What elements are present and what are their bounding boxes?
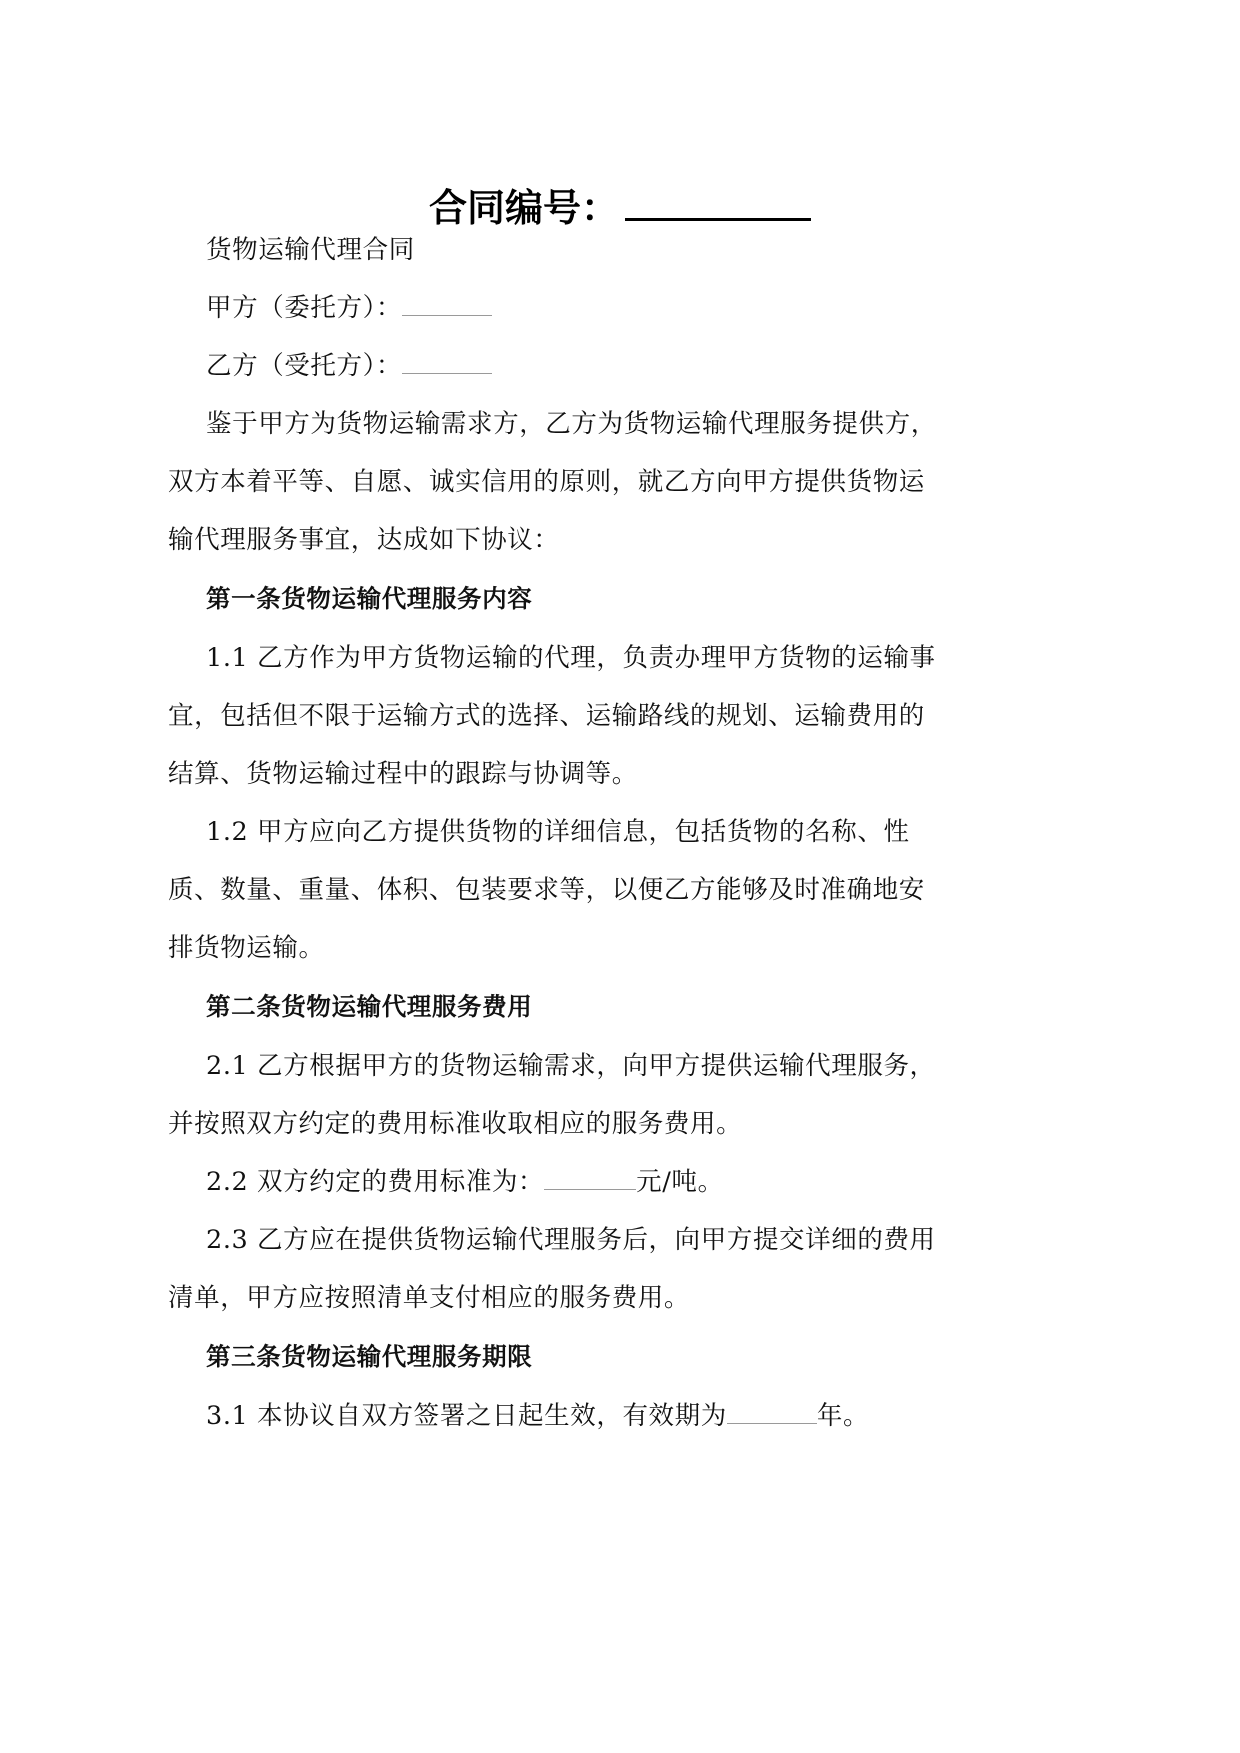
clause-1-2-line: 排货物运输。 <box>168 933 325 963</box>
party-a-line <box>206 291 986 325</box>
party-b-line <box>206 349 986 383</box>
party-b-label: 乙方（受托方）： <box>206 351 403 381</box>
contract-number-blank[interactable] <box>625 178 811 221</box>
clause-1-1-line: 宜，包括但不限于运输方式的选择、运输路线的规划、运输费用的 <box>168 701 925 731</box>
article-1-heading: 第一条货物运输代理服务内容 <box>206 584 533 613</box>
clause-3-1-line <box>206 1399 986 1433</box>
clause-2-2-prefix: 2.2 双方约定的费用标准为： <box>206 1167 545 1197</box>
preamble-line: 双方本着平等、自愿、诚实信用的原则，就乙方向甲方提供货物运 <box>168 467 925 497</box>
clause-1-1-line: 结算、货物运输过程中的跟踪与协调等。 <box>168 759 638 789</box>
contract-number-title <box>0 178 1240 236</box>
fee-rate-blank[interactable] <box>544 1165 636 1190</box>
clause-1-2-line: 1.2 甲方应向乙方提供货物的详细信息，包括货物的名称、性 <box>206 817 910 847</box>
party-a-label: 甲方（委托方）： <box>206 293 403 323</box>
preamble-line: 输代理服务事宜，达成如下协议： <box>168 525 560 555</box>
clause-3-1-prefix: 3.1 本协议自双方签署之日起生效，有效期为 <box>206 1401 727 1431</box>
party-a-blank[interactable] <box>402 291 492 316</box>
clause-1-2-line: 质、数量、重量、体积、包装要求等，以便乙方能够及时准确地安 <box>168 875 925 905</box>
article-3-heading: 第三条货物运输代理服务期限 <box>206 1342 533 1371</box>
clause-2-2-line <box>206 1165 986 1199</box>
party-b-blank[interactable] <box>402 349 492 374</box>
contract-number-label: 合同编号： <box>428 186 619 230</box>
clause-2-2-suffix: 元/吨。 <box>636 1167 724 1197</box>
article-2-heading: 第二条货物运输代理服务费用 <box>206 992 533 1021</box>
clause-2-3-line: 2.3 乙方应在提供货物运输代理服务后，向甲方提交详细的费用 <box>206 1225 936 1255</box>
clause-3-1-suffix: 年。 <box>816 1401 870 1431</box>
clause-1-1-line: 1.1 乙方作为甲方货物运输的代理，负责办理甲方货物的运输事 <box>206 643 936 673</box>
clause-2-1-line: 并按照双方约定的费用标准收取相应的服务费用。 <box>168 1109 743 1139</box>
clause-2-3-line: 清单，甲方应按照清单支付相应的服务费用。 <box>168 1283 691 1313</box>
preamble-line: 鉴于甲方为货物运输需求方，乙方为货物运输代理服务提供方， <box>206 409 937 439</box>
validity-years-blank[interactable] <box>727 1399 817 1424</box>
contract-name: 货物运输代理合同 <box>206 235 415 265</box>
clause-2-1-line: 2.1 乙方根据甲方的货物运输需求，向甲方提供运输代理服务， <box>206 1051 936 1081</box>
